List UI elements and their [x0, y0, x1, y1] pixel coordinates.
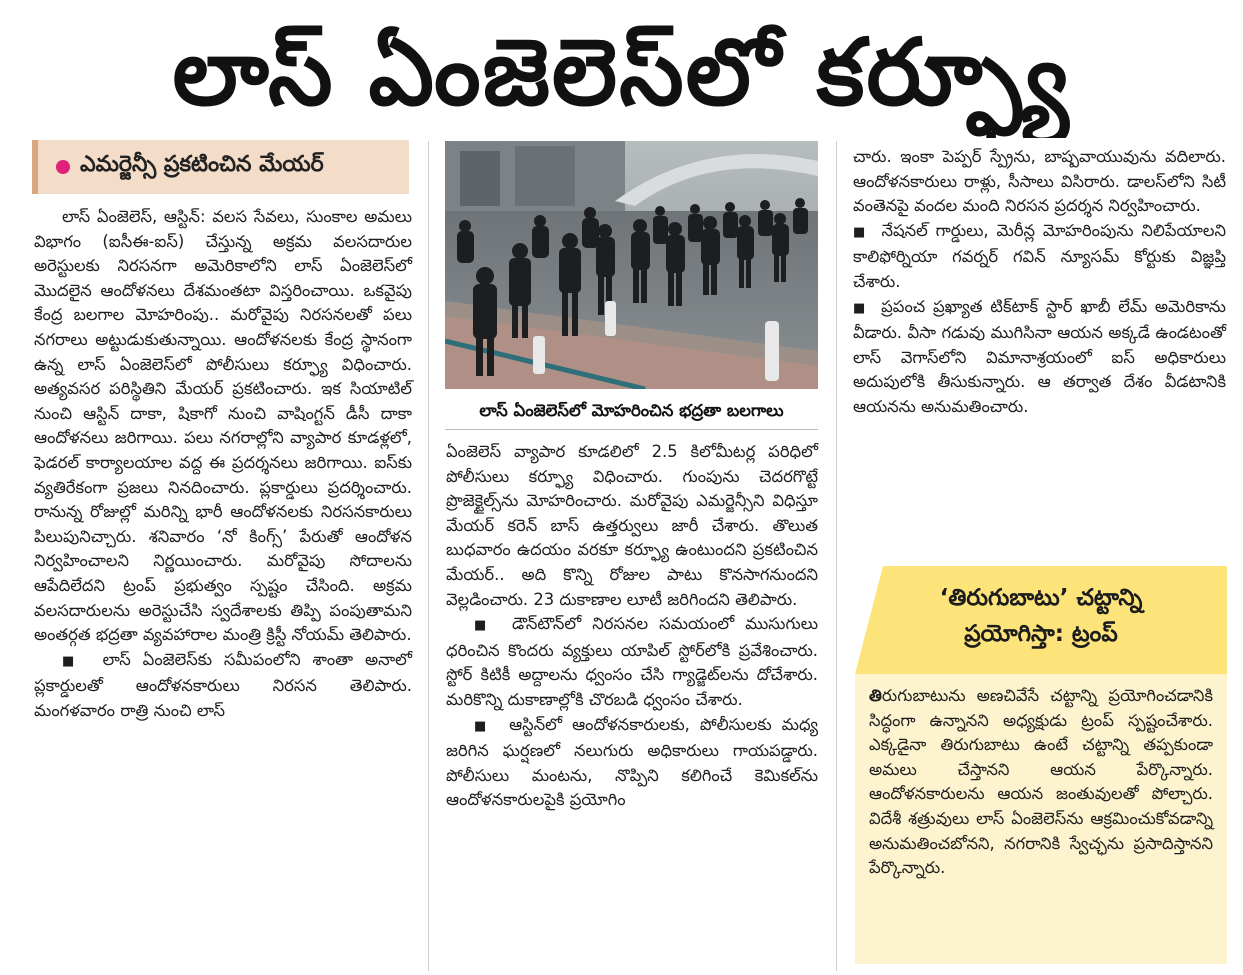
- bullet-dot-icon: [56, 160, 70, 174]
- column-2: [446, 440, 818, 813]
- column-2-paragraph: ఏంజెలెస్ వ్యాపార కూడలిలో 2.5 కిలోమీటర్ల పరిధిలో పోలీసులు కర్ఫ్యూ విధించారు. గుంపును చెదరగొట్టే ప్రొజెక్టైల్స్‌ను మోహరించారు. మరోవైపు ఎమర్జెన్సీని విధిస్తూ మేయర్ కరెన్ బాస్ ఉత్తర్వులు జారీ చేశారు. తొలుత బుధవారం ఉదయం వరకూ కర్ఫ్యూ ఉంటుందని ప్రకటించిన మేయర్.. అది కొన్ని రోజుల పాటు కొనసాగనుందని వెల్లడించారు. 23 దుకాణాల లూటీ జరిగిందని తెలిపారు.: [446, 442, 818, 609]
- sidebar-box-body: [855, 674, 1227, 964]
- column-3-paragraph: ■ నేషనల్ గార్డులు, మెరీన్ల మోహరింపును నిలిపేయాలని కాలిఫోర్నియా గవర్నర్ గవిన్ న్యూసమ్ కోర్టుకు విజ్ఞప్తి చేశారు.: [853, 219, 1226, 295]
- sidebar-text: [869, 684, 1213, 881]
- sidebar-body-text: రుగుబాటును అణచివేసే చట్టాన్ని ప్రయోగించడానికి సిద్ధంగా ఉన్నానని అధ్యక్షుడు ట్రంప్ స్పష్టంచేశారు. ఎక్కడైనా తిరుగుబాటు ఉంటే చట్టాన్ని తప్పకుండా అమలు చేస్తానని ఆయన పేర్కొన్నారు. ఆందోళనకారులను ఆయన జంతువులతో పోల్చారు. విదేశీ శత్రువులు లాస్ ఏంజెలెస్‌ను ఆక్రమించుకోవడాన్ని అనుమతించబోనని, నగరానికి స్వేచ్ఛను ప్రసాదిస్తానని పేర్కొన్నారు.: [869, 686, 1213, 878]
- column-2-paragraph: ■ డౌన్‌టౌన్‌లో నిరసనల సమయంలో ముసుగులు ధరించిన కొందరు వ్యక్తులు యాపిల్ స్టోర్‌లోకి ప్రవేశించారు. స్టోర్ కిటికీ అద్దాలను ధ్వంసం చేసి గ్యాడ్జెట్‌లను దోచేశారు. మరికొన్ని దుకాణాల్లోకి చొరబడి ధ్వంసం చేశారు.: [446, 612, 818, 712]
- news-photo: [445, 141, 818, 389]
- column-divider: [836, 141, 837, 971]
- sidebar-title-line-1: ‘తిరుగుబాటు’ చట్టాన్ని: [939, 585, 1143, 611]
- photo-caption: లాస్ ఏంజెలెస్‌లో మోహరించిన భద్రతా బలగాలు: [445, 392, 818, 430]
- subhead-text: ఎమర్జెన్సీ ప్రకటించిన మేయర్: [80, 152, 324, 177]
- sidebar-paragraph: [869, 684, 1213, 881]
- column-1-paragraph: ■ లాస్ ఏంజెలెస్‌కు సమీపంలోని శాంతా అనాలో ప్లకార్డులతో ఆందోళనకారులు నిరసన తెలిపారు. మంగళవారం రాత్రి నుంచి లాస్: [34, 648, 412, 724]
- sidebar-box-heading: [855, 566, 1227, 674]
- column-divider: [428, 141, 429, 971]
- security-forces-photo: [445, 141, 818, 389]
- column-1: [34, 205, 412, 723]
- headline: లాస్ ఏంజెలెస్‌లో కర్ఫ్యూ: [172, 19, 1071, 126]
- column-3: [853, 145, 1226, 420]
- sidebar-title-line-2: ప్రయోగిస్తా: ట్రంప్: [964, 621, 1118, 647]
- sidebar-lead-char: తి: [869, 686, 882, 705]
- column-2-paragraph: ■ ఆస్టిన్‌లో ఆందోళనకారులకు, పోలీసులకు మధ్య జరిగిన ఘర్షణలో నలుగురు అధికారులు గాయపడ్డారు. పోలీసులు మంటను, నొప్పిని కలిగించే కెమికల్‌ను ఆందోళనకారులపైకి ప్రయోగిం: [446, 713, 818, 813]
- column-1-paragraph: లాస్ ఏంజెలెస్, ఆస్టిన్: వలస సేవలు, సుంకాల అమలు విభాగం (ఐసీఈ-ఐస్) చేస్తున్న అక్రమ వలసదారుల అరెస్టులకు నిరసనగా అమెరికాలోని లాస్ ఏంజెలెస్‌లో మొదలైన ఆందోళనలు దేశమంతటా విస్తరించాయి. ఒకవైపు కేంద్ర బలగాల మోహరింపు.. మరోవైపు నిరసనలతో పలు నగరాలు అట్టుడుకుతున్నాయి. ఆందోళనలకు కేంద్ర స్థానంగా ఉన్న లాస్ ఏంజెలెస్‌లో పోలీసులు కర్ఫ్యూ విధించారు. అత్యవసర పరిస్థితిని మేయర్ ప్రకటించారు. ఇక సియాటిల్ నుంచి ఆస్టిన్ దాకా, షికాగో నుంచి వాషింగ్టన్ డీసీ దాకా ఆందోళనలు జరిగాయి. పలు నగరాల్లోని వ్యాపార కూడళ్లలో, ఫెడరల్ కార్యాలయాల వద్ద ఈ ప్రదర్శనలు జరిగాయి. ఐస్‌కు వ్యతిరేకంగా ప్రజలు నినదించారు. ప్లకార్డులు ప్రదర్శించారు. రానున్న రోజుల్లో మరిన్ని భారీ ఆందోళనలకు నిరసనకారులు పిలుపునిచ్చారు. శనివారం ‘నో కింగ్స్’ పేరుతో ఆందోళన నిర్వహించాలని నిర్ణయించారు. మరోవైపు సోదాలను ఆపేదిలేదని ట్రంప్ ప్రభుత్వం స్పష్టం చేసింది. అక్రమ వలసదారులను అరెస్టుచేసి స్వదేశాలకు తిప్పి పంపుతామని అంతర్గత భద్రతా వ్యవహారాల మంత్రి క్రిస్టీ నోయమ్ తెలిపారు.: [34, 207, 412, 645]
- column-3-paragraph: చారు. ఇంకా పెప్పర్ స్ప్రేను, బాష్పవాయువును వదిలారు. ఆందోళనకారులు రాళ్లు, సీసాలు విసిరారు. డాలస్‌లోని సిటీ వంతెనపై వందల మంది నిరసన ప్రదర్శన నిర్వహించారు.: [853, 147, 1226, 216]
- subhead-box: [32, 140, 409, 194]
- column-3-paragraph: ■ ప్రపంచ ప్రఖ్యాత టిక్‌టాక్ స్టార్ ఖాబీ లేమ్ అమెరికాను వీడారు. వీసా గడువు ముగిసినా ఆయన అక్కడే ఉండటంతో లాస్ వెగాస్‌లోని విమానాశ్రయంలో ఐస్ అధికారులు అదుపులోకి తీసుకున్నారు. ఆ తర్వాత దేశం వీడటానికి ఆయనను అనుమతించారు.: [853, 295, 1226, 420]
